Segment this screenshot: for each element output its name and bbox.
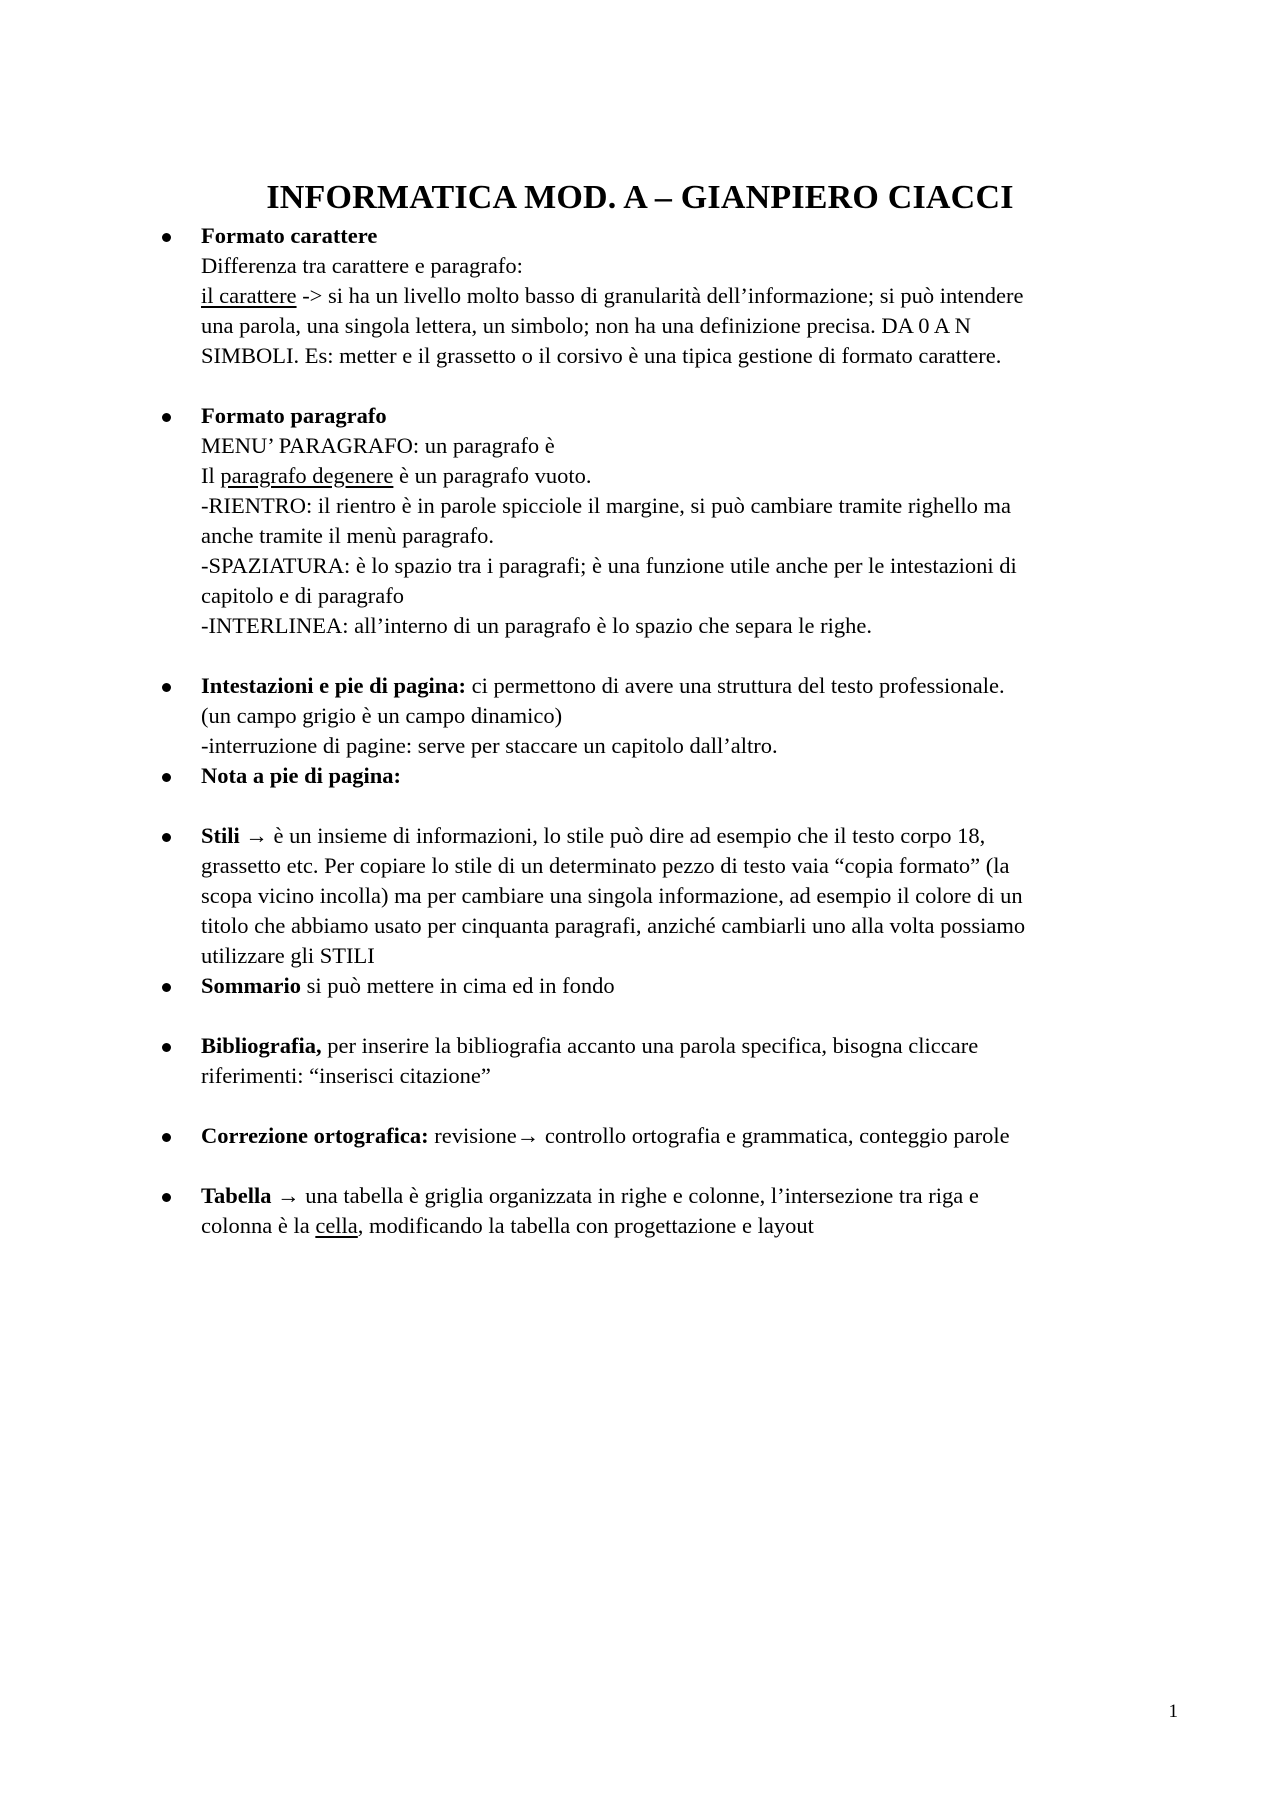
paragraph-gap: [0, 791, 1280, 821]
item-text-line: grassetto etc. Per copiare lo stile di un determinato pezzo di testo vaia “copia formato” (la: [201, 853, 1010, 878]
item-heading: Formato carattere: [201, 223, 378, 248]
item-text-fragment: è un insieme di informazioni, lo stile può dire ad esempio che il testo corpo 18,: [267, 823, 986, 848]
item-text-line: -RIENTRO: il rientro è in parole spicciole il margine, si può cambiare tramite righello ma: [201, 493, 1011, 518]
paragraph-gap: [0, 1151, 1280, 1181]
item-text-line: [201, 1121, 1171, 1151]
bullet-icon: [162, 983, 171, 992]
item-text-fragment: colonna è la: [201, 1213, 316, 1238]
item-heading: Bibliografia,: [201, 1033, 322, 1058]
item-text-line: scopa vicino incolla) ma per cambiare una singola informazione, ad esempio il colore di un: [201, 883, 1023, 908]
item-text-line: [201, 1031, 1171, 1061]
item-heading: Stili →: [201, 823, 268, 848]
item-text-line: titolo che abbiamo usato per cinquanta paragrafi, anziché cambiarli uno alla volta possiamo: [201, 913, 1026, 938]
list-item-sommario: [0, 971, 1171, 1001]
item-text-fragment: una tabella è griglia organizzata in righe e colonne, l’intersezione tra riga e: [299, 1183, 979, 1208]
item-text-fragment: -> si ha un livello molto basso di granularità dell’informazione; si può intendere: [296, 283, 1024, 308]
item-text-line: [201, 821, 1171, 851]
item-text-line: [201, 671, 1171, 701]
item-text-line: (un campo grigio è un campo dinamico): [201, 703, 563, 728]
item-heading: Sommario: [201, 973, 301, 998]
item-text-fragment: ci permettono di avere una struttura del testo professionale.: [466, 673, 1005, 698]
list-item-tabella: [0, 1181, 1171, 1241]
item-heading: Intestazioni e pie di pagina:: [201, 673, 467, 698]
item-text-line: [201, 461, 1171, 491]
list-item-nota: [0, 761, 1171, 791]
item-heading: Tabella →: [201, 1183, 300, 1208]
paragraph-gap: [0, 1001, 1280, 1031]
bullet-icon: [162, 683, 171, 692]
bullet-icon: [162, 413, 171, 422]
item-text-line: Differenza tra carattere e paragrafo:: [201, 253, 523, 278]
item-heading: Correzione ortografica:: [201, 1123, 429, 1148]
item-text-line: -SPAZIATURA: è lo spazio tra i paragrafi; è una funzione utile anche per le intestazioni di: [201, 553, 1017, 578]
item-text-fragment: per inserire la bibliografia accanto una parola specifica, bisogna cliccare: [321, 1033, 979, 1058]
item-text-line: [201, 971, 1171, 1001]
list-item-intestazioni: [0, 671, 1171, 761]
item-text-line: [201, 1211, 1171, 1241]
list-item-formato-carattere: [0, 221, 1171, 371]
item-text-line: anche tramite il menù paragrafo.: [201, 523, 494, 548]
item-text-line: [201, 1181, 1171, 1211]
item-text-line: -interruzione di pagine: serve per staccare un capitolo dall’altro.: [201, 733, 778, 758]
bullet-icon: [162, 233, 171, 242]
bullet-icon: [162, 773, 171, 782]
bullet-icon: [162, 833, 171, 842]
item-text-fragment: è un paragrafo vuoto.: [393, 463, 592, 488]
underlined-term: paragrafo degenere: [220, 463, 394, 488]
paragraph-gap: [0, 641, 1280, 671]
item-text-line: [201, 281, 1171, 311]
list-item-correzione: [0, 1121, 1171, 1151]
page-number: 1: [1168, 1701, 1178, 1722]
item-text-line: una parola, una singola lettera, un simbolo; non ha una definizione precisa. DA 0 A N: [201, 313, 971, 338]
paragraph-gap: [0, 1091, 1280, 1121]
list-item-bibliografia: [0, 1031, 1171, 1091]
paragraph-gap: [0, 371, 1280, 401]
underlined-term: il carattere: [201, 283, 297, 308]
item-text-fragment: revisione→ controllo ortografia e grammatica, conteggio parole: [428, 1123, 1010, 1148]
underlined-term: cella: [315, 1213, 358, 1238]
item-text-line: MENU’ PARAGRAFO: un paragrafo è: [201, 433, 555, 458]
item-text-line: capitolo e di paragrafo: [201, 583, 405, 608]
bullet-icon: [162, 1043, 171, 1052]
item-text-line: -INTERLINEA: all’interno di un paragrafo è lo spazio che separa le righe.: [201, 613, 872, 638]
item-text-fragment: Il: [201, 463, 221, 488]
item-heading: Nota a pie di pagina:: [201, 763, 402, 788]
item-text-line: riferimenti: “inserisci citazione”: [201, 1063, 491, 1088]
list-item-stili: [0, 821, 1171, 971]
document-title: INFORMATICA MOD. A – GIANPIERO CIACCI: [266, 179, 1014, 216]
item-text-fragment: si può mettere in cima ed in fondo: [301, 973, 615, 998]
bullet-icon: [162, 1133, 171, 1142]
item-text-line: utilizzare gli STILI: [201, 943, 375, 968]
list-item-formato-paragrafo: [0, 401, 1171, 641]
item-text-fragment: , modificando la tabella con progettazione e layout: [357, 1213, 814, 1238]
item-heading: Formato paragrafo: [201, 403, 387, 428]
bullet-icon: [162, 1193, 171, 1202]
bullet-list: [0, 221, 1280, 1241]
item-text-line: SIMBOLI. Es: metter e il grassetto o il corsivo è una tipica gestione di formato carattere.: [201, 343, 1002, 368]
